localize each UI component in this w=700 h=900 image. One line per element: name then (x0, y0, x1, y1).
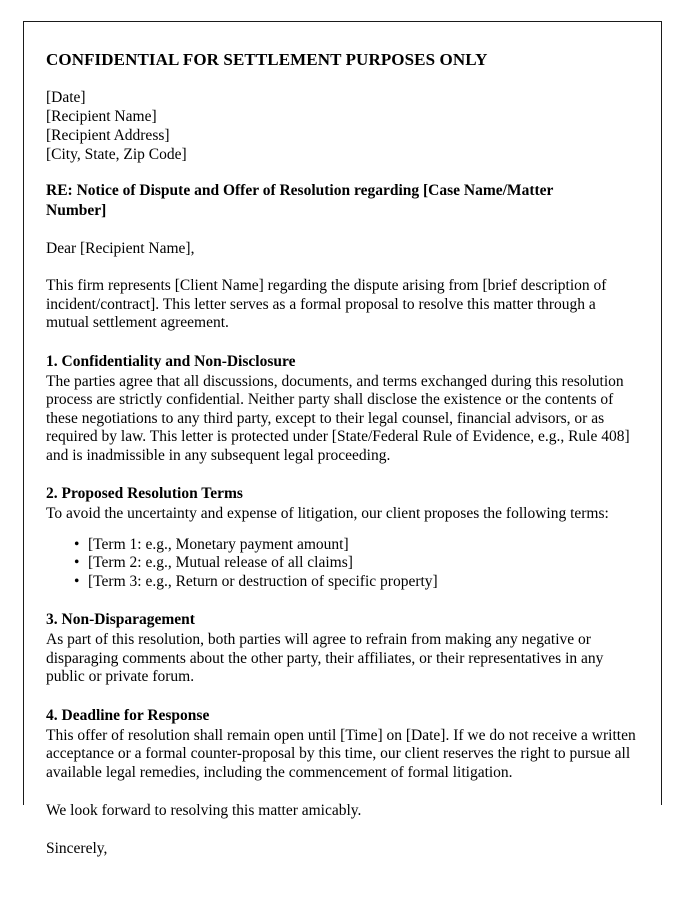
salutation: Dear [Recipient Name], (46, 240, 195, 257)
closing-paragraph: We look forward to resolving this matter amicably. (46, 802, 362, 819)
recipient-name-placeholder: [Recipient Name] (46, 108, 157, 125)
list-item-label: [Term 1: e.g., Monetary payment amount] (88, 535, 349, 553)
section-heading-resolution-terms: 2. Proposed Resolution Terms (46, 485, 243, 502)
section-heading-confidentiality: 1. Confidentiality and Non-Disclosure (46, 352, 296, 370)
intro-paragraph: This firm represents [Client Name] regarding the dispute arising from [brief description of incident/contract]. This letter serves as a formal proposal to resolve this matter through a mutual settlement agreement. (46, 277, 607, 331)
section-body-deadline: This offer of resolution shall remain open until [Time] on [Date]. If we do not receive a written acceptance or a formal counter-proposal by this time, our client reserves the right to pursue all available legal remedies, including the commencement of formal litigation. (46, 726, 636, 781)
list-item-label: [Term 3: e.g., Return or destruction of specific property] (88, 572, 438, 590)
proposed-terms-list (46, 524, 638, 592)
letter-body (46, 22, 638, 858)
page-title: CONFIDENTIAL FOR SETTLEMENT PURPOSES ONLY (46, 50, 488, 69)
bullet-icon: • (74, 554, 80, 571)
address-block (46, 70, 638, 164)
signoff: Sincerely, (46, 839, 108, 857)
recipient-address-placeholder: [Recipient Address] (46, 127, 170, 144)
section-body-confidentiality: The parties agree that all discussions, documents, and terms exchanged during this resolution process are strictly confidential. Neither party shall disclose the existence or the contents of these negotiations to any third party, except to their legal counsel, financial advisors, or as required by law. This letter is protected under [State/Federal Rule of Evidence, e.g., Rule 408] and is inadmissible in any subsequent legal proceeding. (46, 372, 630, 464)
date-placeholder: [Date] (46, 89, 86, 106)
section-body-resolution-terms: To avoid the uncertainty and expense of litigation, our client proposes the following terms: (46, 505, 609, 522)
section-heading-deadline: 4. Deadline for Response (46, 706, 210, 724)
list-item (46, 536, 638, 555)
list-item (46, 573, 638, 592)
letter-page (23, 21, 662, 857)
re-subject-line: RE: Notice of Dispute and Offer of Resolution regarding [Case Name/Matter Number] (46, 182, 554, 219)
bullet-icon: • (74, 572, 80, 590)
section-heading-non-disparagement: 3. Non-Disparagement (46, 611, 195, 628)
bullet-icon: • (74, 535, 80, 553)
section-body-non-disparagement: As part of this resolution, both parties will agree to refrain from making any negative or disparaging comments about the other party, their affiliates, or their representatives in any public or private forum. (46, 631, 604, 685)
list-item (46, 554, 638, 573)
city-state-zip-placeholder: [City, State, Zip Code] (46, 146, 187, 163)
list-item-label: [Term 2: e.g., Mutual release of all claims] (88, 554, 353, 571)
